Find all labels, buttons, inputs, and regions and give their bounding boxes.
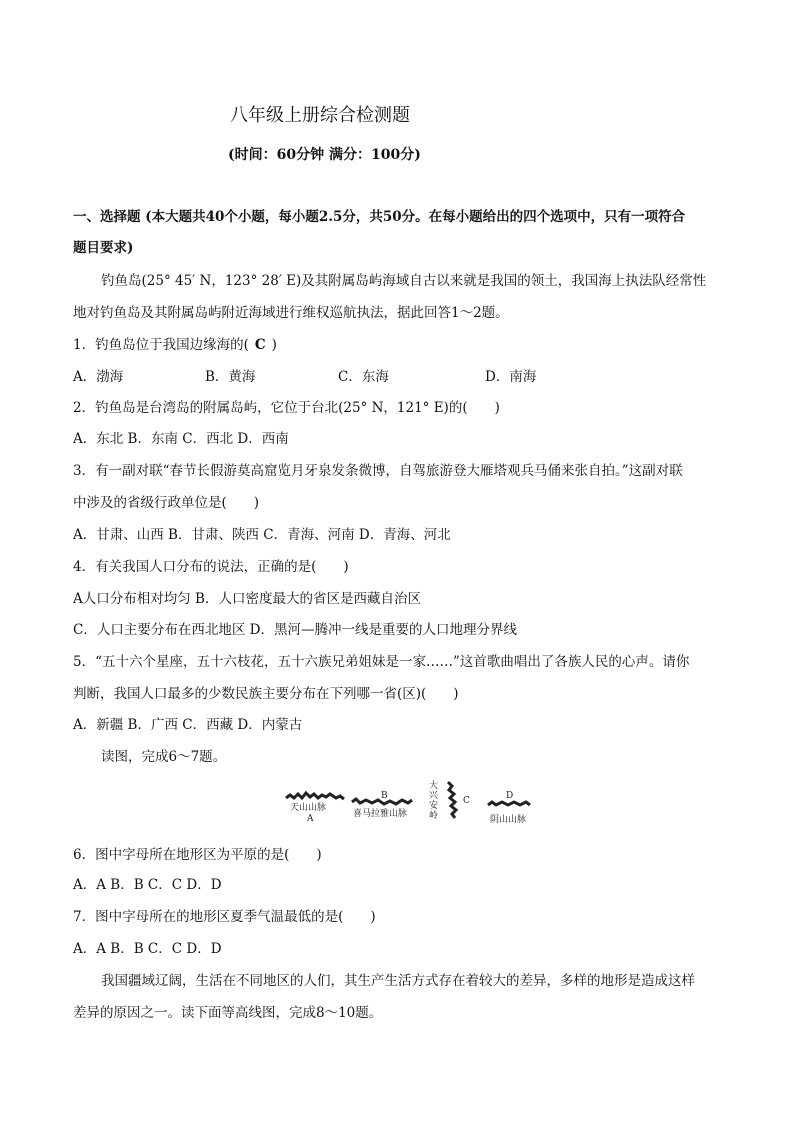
question-4: 4．有关我国人口分布的说法，正确的是( )	[73, 559, 349, 575]
option-d: D．南海	[485, 369, 537, 385]
answer-mark: C	[254, 337, 266, 353]
label-b-letter: B	[381, 791, 388, 801]
label-b-name: 喜马拉雅山脉	[353, 809, 408, 819]
section-heading-cont: 题目要求)	[73, 240, 134, 256]
passage-text: 差异的原因之一。读下面等高线图，完成8～10题。	[73, 1005, 383, 1021]
mountain-figure	[280, 778, 540, 828]
passage-text: 读图，完成6～7题。	[101, 749, 227, 765]
label-d-letter: D	[506, 791, 514, 801]
question-6: 6．图中字母所在地形区为平原的是( )	[73, 847, 322, 863]
mountain-range-d-icon	[488, 802, 530, 805]
passage-text: 我国疆域辽阔，生活在不同地区的人们，其生产生活方式存在着较大的差异，多样的地形是造成这样	[101, 973, 695, 989]
label-a-name: 天山山脉	[290, 803, 327, 813]
option-a: A．渤海	[73, 369, 124, 385]
section-heading: 一、选择题 (本大题共40个小题，每小题2.5分，共50分。在每小题给出的四个选项中，只有一项符合	[73, 209, 686, 225]
question-5: 5．“五十六个星座，五十六枝花，五十六族兄弟姐妹是一家……”这首歌曲唱出了各族人民的心声。请你	[73, 654, 690, 670]
question-close: )	[271, 337, 277, 353]
question-options: A．A B．B C．C D．D	[73, 941, 222, 957]
question-7: 7．图中字母所在的地形区夏季气温最低的是( )	[73, 909, 376, 925]
question-5-cont: 判断，我国人口最多的少数民族主要分布在下列哪一省(区)( )	[73, 686, 459, 702]
question-1	[73, 336, 277, 354]
question-options: C．人口主要分布在西北地区 D．黑河—腾冲一线是重要的人口地理分界线	[73, 622, 517, 638]
label-c-char: 兴	[429, 791, 439, 801]
label-d-name: 阴山山脉	[490, 815, 527, 825]
question-options: A．新疆 B．广西 C．西藏 D．内蒙古	[73, 717, 303, 733]
mountain-range-c-icon	[448, 782, 456, 818]
label-c-char: 安	[429, 801, 439, 811]
question-3: 3．有一副对联“春节长假游莫高窟览月牙泉发条微博，自驾旅游登大雁塔观兵马俑来张自拍。”这副对联	[73, 463, 683, 479]
question-options: A．甘肃、山西 B．甘肃、陕西 C．青海、河南 D．青海、河北	[73, 527, 451, 543]
passage-text: 钓鱼岛(25° 45′ N，123° 28′ E)及其附属岛屿海域自古以来就是我国的领土，我国海上执法队经常性	[101, 273, 707, 289]
page-title: 八年级上册综合检测题	[230, 105, 410, 126]
question-2: 2．钓鱼岛是台湾岛的附属岛屿，它位于台北(25° N，121° E)的( )	[73, 400, 500, 416]
label-c-char: 岭	[429, 811, 439, 821]
mountain-range-a-icon	[286, 793, 344, 799]
mountain-figure-svg	[280, 778, 540, 828]
option-b: B．黄海	[205, 369, 256, 385]
question-options: A．A B．B C．C D．D	[73, 877, 222, 893]
passage-text: 地对钓鱼岛及其附属岛屿附近海域进行维权巡航执法，据此回答1～2题。	[73, 305, 509, 321]
question-stem: 1．钓鱼岛位于我国边缘海的(	[73, 337, 249, 353]
exam-info: (时间：60分钟 满分：100分)	[228, 147, 421, 163]
label-c-char: 大	[429, 781, 439, 791]
question-options: A．东北 B．东南 C．西北 D．西南	[73, 431, 289, 447]
label-a-letter: A	[307, 814, 314, 824]
option-c: C．东海	[338, 369, 389, 385]
question-3-cont: 中涉及的省级行政单位是( )	[73, 495, 260, 511]
question-options: A人口分布相对均匀 B．人口密度最大的省区是西藏自治区	[73, 591, 421, 607]
label-c-letter: C	[463, 796, 470, 806]
